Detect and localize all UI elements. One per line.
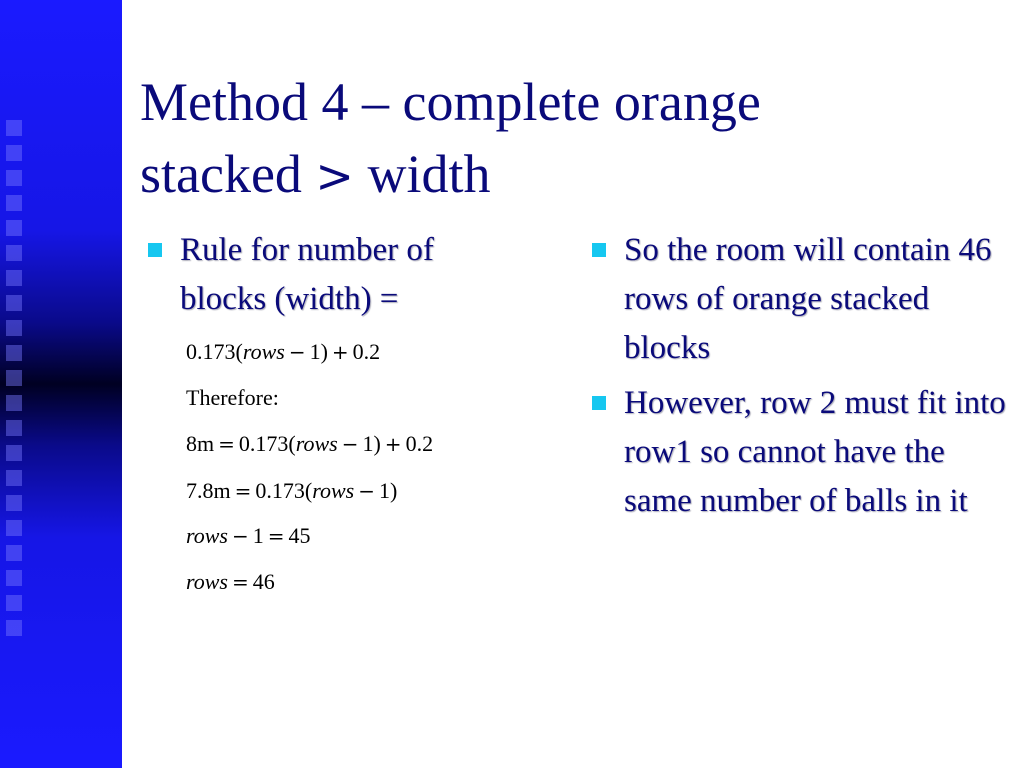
band-square	[6, 170, 22, 186]
band-square	[6, 270, 22, 286]
left-column	[146, 226, 526, 330]
therefore-label: Therefore:	[186, 385, 279, 410]
band-square	[6, 520, 22, 536]
band-square	[6, 420, 22, 436]
band-square	[6, 545, 22, 561]
band-square-pattern	[6, 120, 38, 660]
bullet-item	[146, 226, 526, 324]
band-square	[6, 245, 22, 261]
band-square	[6, 220, 22, 236]
bullet-item	[590, 379, 1010, 526]
right-column	[590, 226, 1010, 532]
equation-3: 7.8m = 0.173(rows − 1)	[186, 478, 398, 503]
band-square	[6, 295, 22, 311]
greater-than-symbol: >	[315, 149, 354, 203]
band-square	[6, 445, 22, 461]
left-decorative-band	[0, 0, 122, 768]
band-square	[6, 470, 22, 486]
band-square	[6, 195, 22, 211]
band-square	[6, 345, 22, 361]
title-line-1: Method 4 – complete orange	[140, 72, 761, 132]
bullet-text: Rule for number of blocks (width) =	[180, 232, 434, 317]
equation-4: rows − 1 = 45	[186, 523, 311, 548]
square-bullet-icon	[592, 396, 606, 410]
title-line-2	[140, 138, 1000, 212]
band-square	[6, 395, 22, 411]
title-line-2-part-a: stacked	[140, 144, 316, 204]
band-square	[6, 120, 22, 136]
band-square	[6, 595, 22, 611]
band-square	[6, 495, 22, 511]
equation-1: 0.173(rows − 1) + 0.2	[186, 339, 381, 364]
equation-5: rows = 46	[186, 569, 275, 594]
bullet-text: However, row 2 must fit into row1 so cannot have the same number of balls in it	[624, 385, 1006, 519]
equation-2: 8m = 0.173(rows − 1) + 0.2	[186, 431, 434, 456]
bullet-item	[590, 226, 1010, 373]
square-bullet-icon	[592, 243, 606, 257]
band-square	[6, 320, 22, 336]
slide-title	[140, 66, 1000, 212]
square-bullet-icon	[148, 243, 162, 257]
band-square	[6, 145, 22, 161]
bullet-text: So the room will contain 46 rows of orange stacked blocks	[624, 232, 992, 366]
band-square	[6, 620, 22, 636]
band-square	[6, 370, 22, 386]
title-line-2-part-b: width	[353, 144, 491, 204]
band-square	[6, 570, 22, 586]
